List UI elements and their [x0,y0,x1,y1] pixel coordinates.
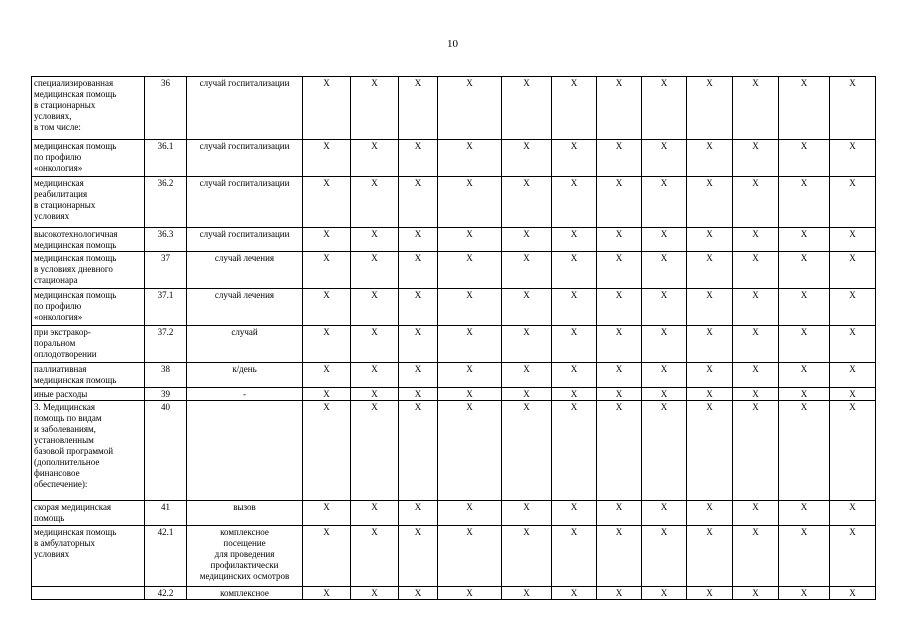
row-code-cell: 36.2 [145,177,187,228]
value-cell: X [733,177,779,228]
value-cell: X [351,587,399,600]
value-cell: X [438,363,502,388]
value-cell: X [830,228,876,252]
value-cell: X [687,526,733,587]
row-unit-cell: случай госпитализации [187,77,303,140]
value-cell: X [351,526,399,587]
row-name-cell [32,587,145,600]
value-cell: X [733,501,779,526]
row-unit-cell: случай лечения [187,252,303,289]
value-cell: X [351,252,399,289]
value-cell: X [502,388,552,401]
value-cell: X [733,77,779,140]
value-cell: X [830,177,876,228]
value-cell: X [830,326,876,363]
row-unit-cell: случай госпитализации [187,140,303,177]
value-cell: X [642,252,687,289]
row-code-cell: 36.3 [145,228,187,252]
value-cell: X [597,501,642,526]
row-name-cell: паллиативная медицинская помощь [32,363,145,388]
row-name-cell: специализированная медицинская помощь в стационарных условиях, в том числе: [32,77,145,140]
value-cell: X [552,289,597,326]
value-cell: X [733,363,779,388]
value-cell: X [779,326,830,363]
row-unit-cell [187,401,303,501]
value-cell: X [597,388,642,401]
value-cell: X [597,401,642,501]
value-cell: X [303,252,351,289]
table-row [32,140,876,177]
value-cell: X [502,77,552,140]
value-cell: X [642,289,687,326]
row-unit-cell: комплексное посещение для проведения профилактически медицинских осмотров [187,526,303,587]
value-cell: X [399,177,438,228]
value-cell: X [830,363,876,388]
value-cell: X [830,526,876,587]
value-cell: X [303,501,351,526]
row-unit-cell: вызов [187,501,303,526]
value-cell: X [779,177,830,228]
value-cell: X [399,501,438,526]
table-row [32,77,876,140]
value-cell: X [399,252,438,289]
value-cell: X [733,326,779,363]
value-cell: X [830,140,876,177]
value-cell: X [502,363,552,388]
value-cell: X [399,401,438,501]
row-code-cell: 36 [145,77,187,140]
value-cell: X [779,401,830,501]
table-row [32,501,876,526]
row-code-cell: 37.2 [145,326,187,363]
value-cell: X [351,363,399,388]
value-cell: X [779,388,830,401]
value-cell: X [830,587,876,600]
value-cell: X [779,587,830,600]
value-cell: X [687,177,733,228]
value-cell: X [303,401,351,501]
value-cell: X [642,177,687,228]
value-cell: X [687,77,733,140]
value-cell: X [642,326,687,363]
value-cell: X [351,326,399,363]
row-name-cell: медицинская помощь по профилю «онкология» [32,140,145,177]
value-cell: X [502,401,552,501]
value-cell: X [733,140,779,177]
table-row [32,228,876,252]
value-cell: X [351,388,399,401]
value-cell: X [399,140,438,177]
value-cell: X [399,587,438,600]
value-cell: X [733,388,779,401]
value-cell: X [642,587,687,600]
value-cell: X [597,252,642,289]
value-cell: X [399,326,438,363]
value-cell: X [502,140,552,177]
value-cell: X [351,501,399,526]
value-cell: X [597,77,642,140]
value-cell: X [597,140,642,177]
value-cell: X [502,587,552,600]
value-cell: X [552,326,597,363]
value-cell: X [438,501,502,526]
row-code-cell: 36.1 [145,140,187,177]
value-cell: X [642,363,687,388]
value-cell: X [597,228,642,252]
row-unit-cell: к/день [187,363,303,388]
value-cell: X [303,140,351,177]
value-cell: X [303,587,351,600]
value-cell: X [438,289,502,326]
value-cell: X [779,501,830,526]
value-cell: X [597,177,642,228]
value-cell: X [438,228,502,252]
value-cell: X [733,228,779,252]
value-cell: X [733,289,779,326]
value-cell: X [687,363,733,388]
value-cell: X [597,326,642,363]
value-cell: X [351,289,399,326]
table-row [32,401,876,501]
value-cell: X [642,140,687,177]
value-cell: X [779,252,830,289]
value-cell: X [687,501,733,526]
row-name-cell: медицинская помощь в условиях дневного стационара [32,252,145,289]
value-cell: X [733,526,779,587]
value-cell: X [687,326,733,363]
table-row [32,363,876,388]
row-name-cell: 3. Медицинская помощь по видам и заболеваниям, установленным базовой программой (дополнительное финансовое обеспечение): [32,401,145,501]
value-cell: X [399,526,438,587]
value-cell: X [303,326,351,363]
value-cell: X [830,388,876,401]
value-cell: X [303,388,351,401]
page-number: 10 [447,38,458,50]
value-cell: X [552,363,597,388]
value-cell: X [303,526,351,587]
row-name-cell: высокотехнологичная медицинская помощь [32,228,145,252]
value-cell: X [687,140,733,177]
value-cell: X [779,526,830,587]
value-cell: X [642,388,687,401]
table-row [32,388,876,401]
value-cell: X [303,77,351,140]
row-unit-cell: случай госпитализации [187,228,303,252]
value-cell: X [502,228,552,252]
value-cell: X [552,501,597,526]
value-cell: X [502,501,552,526]
value-cell: X [438,388,502,401]
value-cell: X [733,587,779,600]
row-name-cell: медицинская реабилитация в стационарных условиях [32,177,145,228]
value-cell: X [642,526,687,587]
row-code-cell: 38 [145,363,187,388]
value-cell: X [502,326,552,363]
row-name-cell: медицинская помощь по профилю «онкология» [32,289,145,326]
value-cell: X [552,77,597,140]
value-cell: X [830,501,876,526]
value-cell: X [552,388,597,401]
value-cell: X [642,501,687,526]
value-cell: X [399,289,438,326]
table-row [32,526,876,587]
value-cell: X [830,252,876,289]
row-unit-cell: комплексное [187,587,303,600]
row-unit-cell: - [187,388,303,401]
row-code-cell: 41 [145,501,187,526]
value-cell: X [438,587,502,600]
value-cell: X [502,289,552,326]
value-cell: X [779,140,830,177]
value-cell: X [642,77,687,140]
value-cell: X [438,140,502,177]
value-cell: X [597,526,642,587]
value-cell: X [687,401,733,501]
value-cell: X [438,252,502,289]
value-cell: X [552,177,597,228]
row-unit-cell: случай [187,326,303,363]
value-cell: X [438,401,502,501]
value-cell: X [303,363,351,388]
value-cell: X [351,140,399,177]
row-name-cell: иные расходы [32,388,145,401]
value-cell: X [351,177,399,228]
value-cell: X [597,289,642,326]
row-code-cell: 42.1 [145,526,187,587]
row-unit-cell: случай госпитализации [187,177,303,228]
value-cell: X [597,363,642,388]
value-cell: X [779,228,830,252]
value-cell: X [830,401,876,501]
value-cell: X [399,77,438,140]
value-cell: X [642,401,687,501]
row-unit-cell: случай лечения [187,289,303,326]
value-cell: X [830,77,876,140]
row-code-cell: 42.2 [145,587,187,600]
value-cell: X [502,526,552,587]
table-row [32,587,876,600]
value-cell: X [502,177,552,228]
table-row [32,326,876,363]
value-cell: X [399,363,438,388]
value-cell: X [733,401,779,501]
value-cell: X [303,289,351,326]
value-cell: X [779,363,830,388]
value-cell: X [642,228,687,252]
value-cell: X [552,401,597,501]
value-cell: X [687,289,733,326]
value-cell: X [303,177,351,228]
value-cell: X [552,140,597,177]
value-cell: X [438,326,502,363]
row-code-cell: 39 [145,388,187,401]
value-cell: X [351,228,399,252]
value-cell: X [733,252,779,289]
value-cell: X [552,587,597,600]
row-code-cell: 37 [145,252,187,289]
value-cell: X [438,177,502,228]
value-cell: X [552,228,597,252]
table-row [32,289,876,326]
row-code-cell: 40 [145,401,187,501]
value-cell: X [438,77,502,140]
row-code-cell: 37.1 [145,289,187,326]
value-cell: X [502,252,552,289]
value-cell: X [303,228,351,252]
table-row [32,177,876,228]
value-cell: X [351,401,399,501]
value-cell: X [399,228,438,252]
value-cell: X [552,252,597,289]
table-row [32,252,876,289]
row-name-cell: скорая медицинская помощь [32,501,145,526]
row-name-cell: при экстракор- поральном оплодотворении [32,326,145,363]
value-cell: X [597,587,642,600]
value-cell: X [830,289,876,326]
value-cell: X [438,526,502,587]
value-cell: X [779,77,830,140]
row-name-cell: медицинская помощь в амбулаторных условиях [32,526,145,587]
value-cell: X [687,228,733,252]
value-cell: X [399,388,438,401]
value-cell: X [687,252,733,289]
value-cell: X [779,289,830,326]
budget-table [31,76,876,600]
value-cell: X [687,587,733,600]
value-cell: X [552,526,597,587]
value-cell: X [351,77,399,140]
value-cell: X [687,388,733,401]
